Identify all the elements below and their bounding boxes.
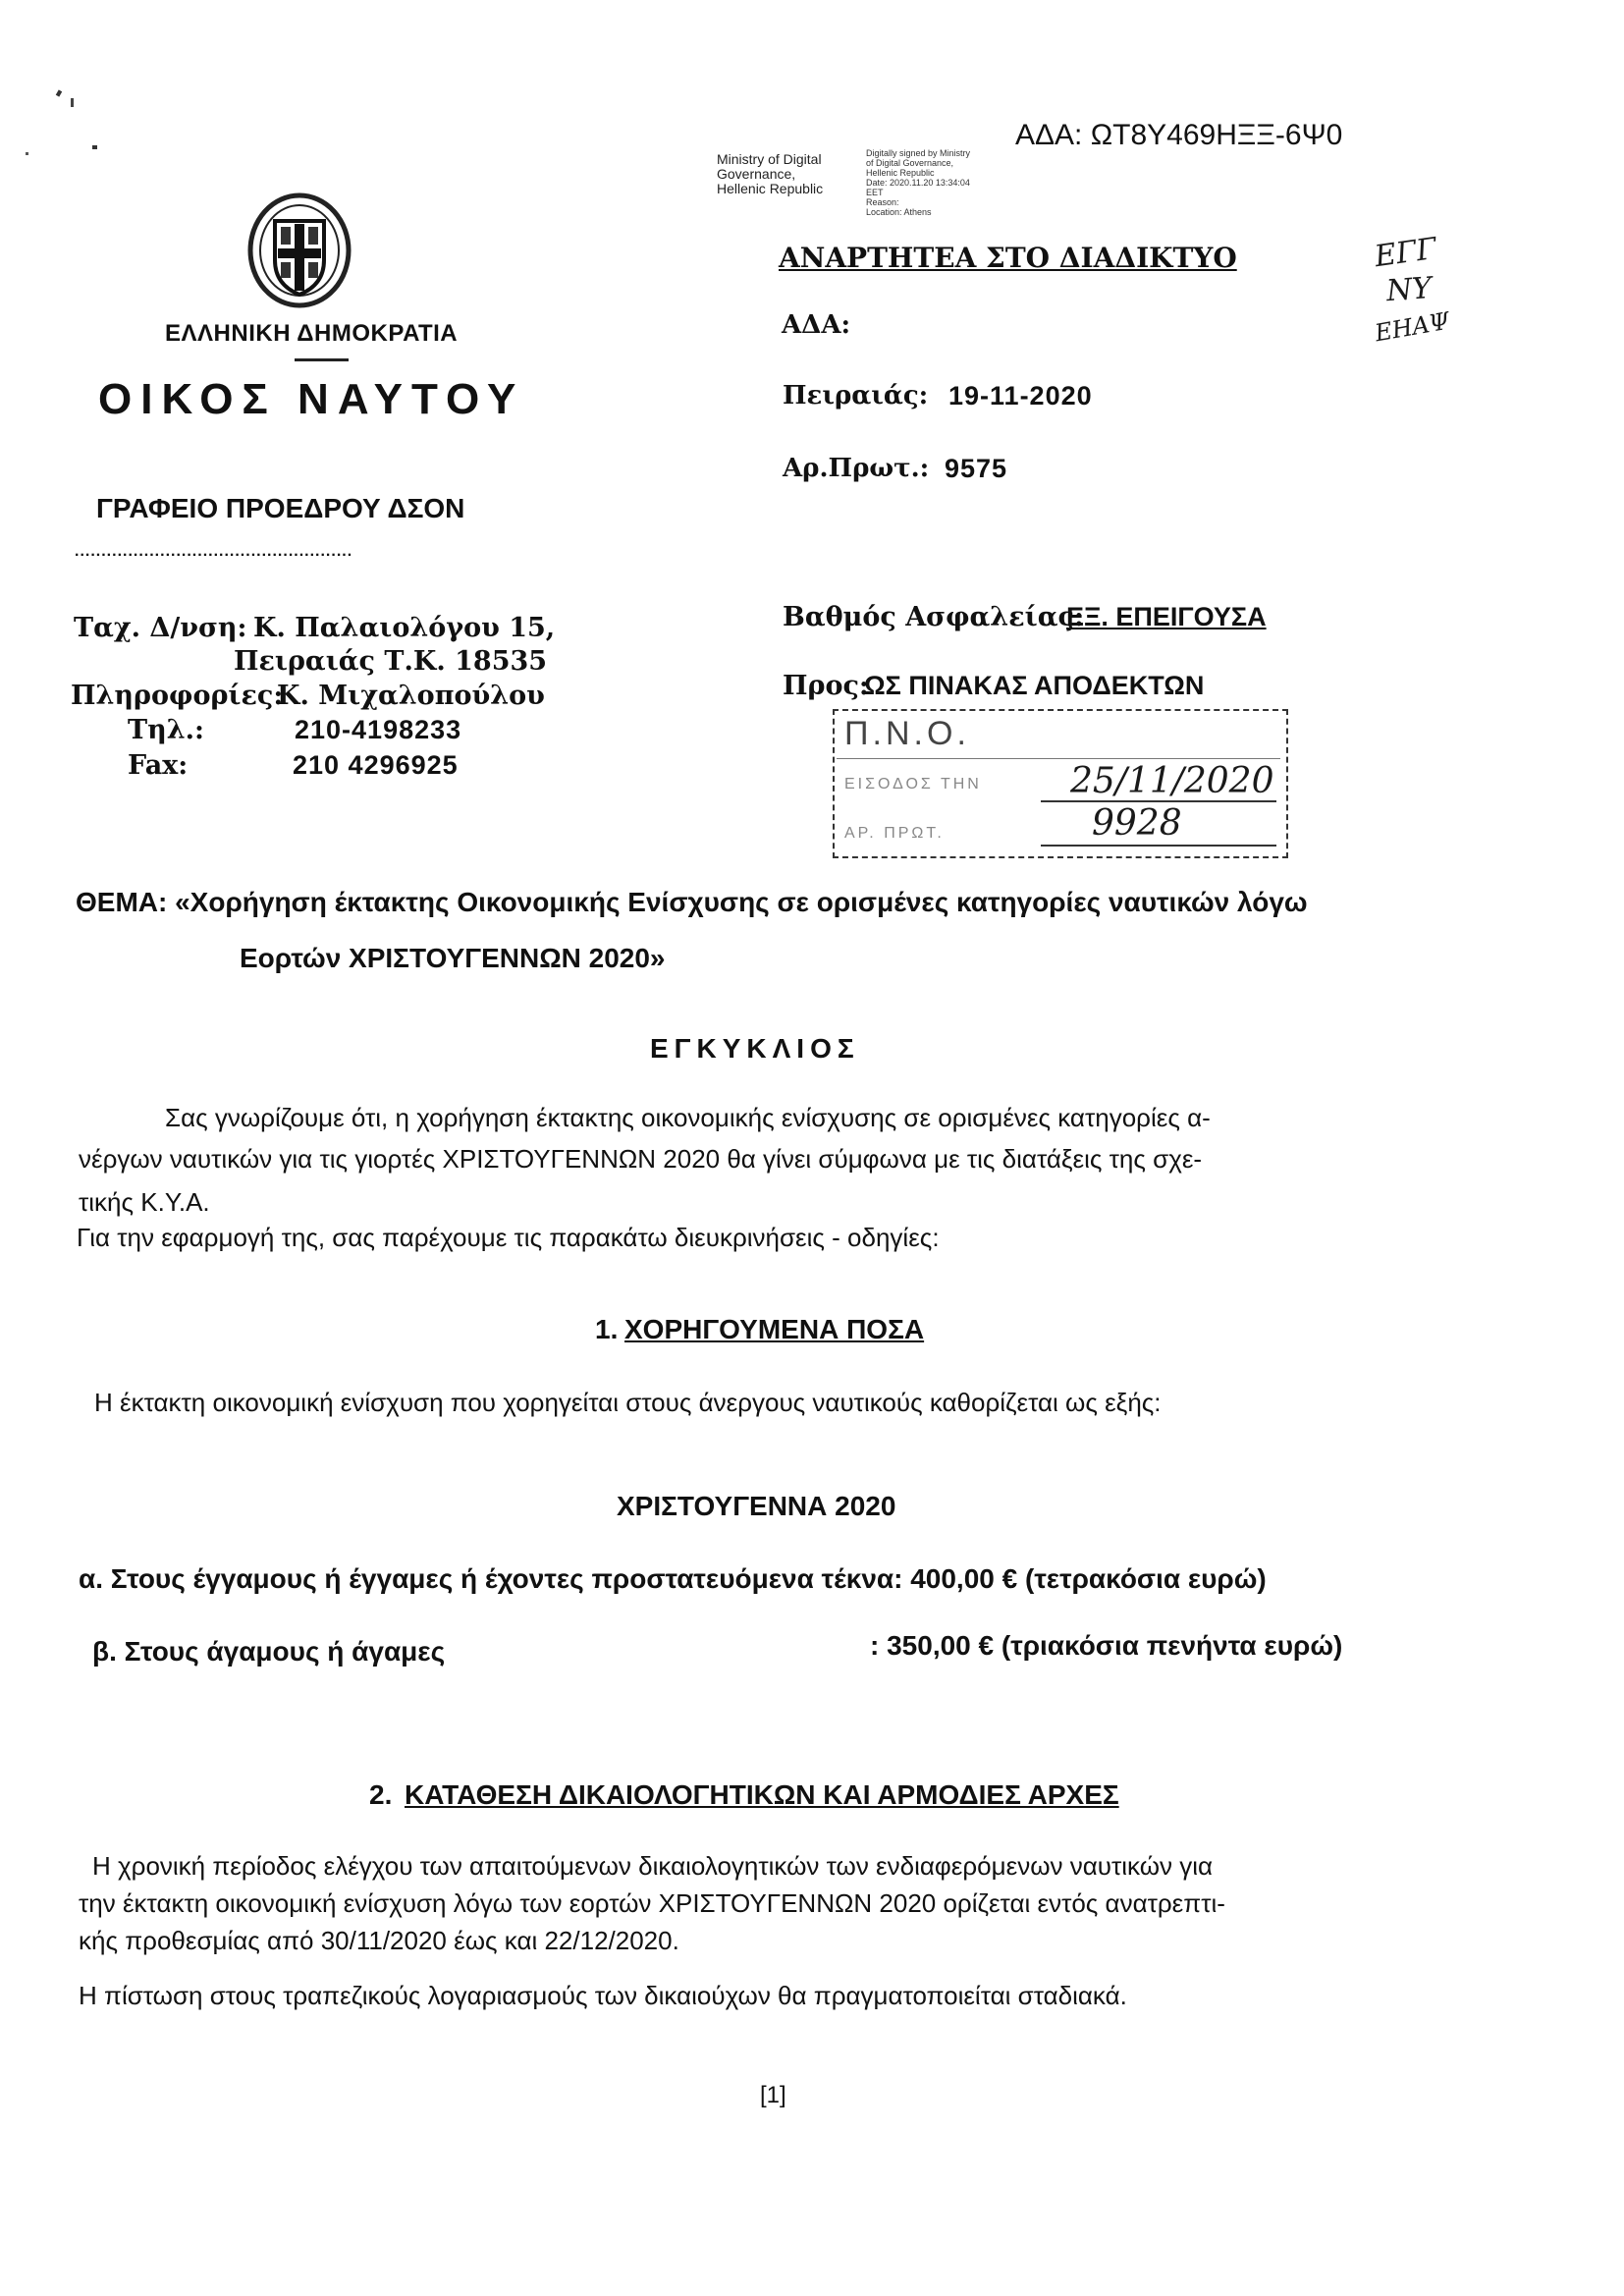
stamp-row1-label: ΕΙΣΟΔΟΣ ΤΗΝ	[844, 776, 982, 793]
scan-mark	[26, 152, 28, 155]
place-label: Πειραιάς:	[783, 381, 929, 410]
signature-line: Governance,	[717, 166, 796, 182]
subject-line-1: ΘΕΜΑ: «Χορήγηση έκτακτης Οικονομικής Ενίσχυσης σε ορισμένες κατηγορίες ναυτικών λόγω	[76, 887, 1308, 917]
signature-detail-line: Hellenic Republic	[866, 168, 935, 178]
to-label: Προς:	[783, 671, 869, 701]
signature-detail-line: of Digital Governance,	[866, 158, 954, 168]
address-city: Πειραιάς Τ.Κ. 18535	[234, 646, 548, 677]
section2-line-2: την έκτακτη οικονομική ενίσχυση λόγω των εορτών ΧΡΙΣΤΟΥΓΕΝΝΩΝ 2020 ορίζεται εντός ανατρεπτι-	[79, 1888, 1225, 1918]
section2-title: ΚΑΤΑΘΕΣΗ ΔΙΚΑΙΟΛΟΓΗΤΙΚΩΝ ΚΑΙ ΑΡΜΟΔΙΕΣ ΑΡΧΕΣ	[405, 1779, 1119, 1810]
signature-detail-line: Reason:	[866, 197, 899, 207]
item-married: α. Στους έγγαμους ή έγγαμες ή έχοντες προστατευόμενα τέκνα: 400,00 € (τετρακόσια ευρώ)	[79, 1563, 1267, 1594]
handwritten-line: ΝΥ	[1384, 271, 1434, 309]
republic-underline	[295, 358, 349, 361]
handwritten-line: ΕΓΓ	[1372, 231, 1439, 275]
stamp-row2-line	[1041, 845, 1276, 847]
security-label: Βαθμός Ασφαλείας:	[783, 602, 1084, 632]
tel-label: Τηλ.:	[128, 715, 205, 745]
protocol-number: 9575	[945, 454, 1008, 483]
info-label: Πληροφορίες:	[71, 681, 284, 711]
ada-label: ΑΔΑ:	[782, 310, 851, 340]
section1-text: Η έκτακτη οικονομική ενίσχυση που χορηγείται στους άνεργους ναυτικούς καθορίζεται ως εξής:	[94, 1388, 1162, 1417]
scan-mark	[92, 145, 97, 149]
to-value: ΩΣ ΠΙΝΑΚΑΣ ΑΠΟΔΕΚΤΩΝ	[864, 671, 1205, 700]
signature-detail-line: Digitally signed by Ministry	[866, 148, 971, 158]
section1-title: ΧΟΡΗΓΟΥΜΕΝΑ ΠΟΣΑ	[624, 1314, 925, 1344]
office-name: ΓΡΑΦΕΙΟ ΠΡΟΕΔΡΟΥ ΔΣΟΝ	[96, 493, 465, 523]
signature-detail-line: Date: 2020.11.20 13:34:04	[866, 178, 970, 188]
handwritten-note	[1372, 231, 1452, 348]
stamp-row2-value: 9928	[1092, 803, 1182, 844]
tel-value: 210-4198233	[295, 715, 462, 744]
signature-left	[717, 152, 823, 196]
intro-line-2: νέργων ναυτικών για τις γιορτές ΧΡΙΣΤΟΥΓΕΝΝΩΝ 2020 θα γίνει σύμφωνα με τις διατάξεις της σχε-	[79, 1144, 1203, 1174]
intro-line-4: Για την εφαρμογή της, σας παρέχουμε τις παρακάτω διευκρινήσεις - οδηγίες:	[77, 1223, 940, 1252]
signature-detail-line: EET	[866, 188, 884, 197]
fax-label: Fax:	[128, 750, 189, 781]
intro-line-3: τικής Κ.Υ.Α.	[79, 1187, 210, 1217]
stamp-row1-line	[1041, 800, 1276, 802]
republic-name: ΕΛΛΗΝΙΚΗ ΔΗΜΟΚΡΑΤΙΑ	[165, 320, 459, 347]
protocol-label: Αρ.Πρωτ.:	[783, 454, 930, 483]
stamp-org: Π.Ν.Ο.	[844, 715, 970, 752]
address-value: Κ. Παλαιολόγου 15,	[253, 613, 556, 643]
stamp-row1-value: 25/11/2020	[1070, 761, 1274, 801]
item-single-value: : 350,00 € (τριακόσια πενήντα ευρώ)	[870, 1630, 1343, 1661]
signature-detail-line: Location: Athens	[866, 207, 932, 217]
fax-value: 210 4296925	[293, 750, 459, 780]
section2-line-3: κής προθεσμίας από 30/11/2020 έως και 22/12/2020.	[79, 1926, 679, 1955]
handwritten-line: ΕΗΑΨ	[1373, 306, 1452, 348]
subject-line-2: Εορτών ΧΡΙΣΤΟΥΓΕΝΝΩΝ 2020»	[240, 943, 666, 973]
circular-title: ΕΓΚΥΚΛΙΟΣ	[650, 1033, 860, 1064]
publish-notice: ΑΝΑΡΤΗΤΕΑ ΣΤΟ ΔΙΑΔΙΚΤΥΟ	[779, 242, 1237, 274]
section1-subtitle: ΧΡΙΣΤΟΥΓΕΝΝΑ 2020	[617, 1491, 896, 1521]
org-name: ΟΙΚΟΣ ΝΑΥΤΟΥ	[98, 375, 525, 423]
signature-details	[866, 148, 970, 217]
signature-line: Hellenic Republic	[717, 181, 824, 196]
stamp-row2-label: ΑΡ. ΠΡΩΤ.	[844, 825, 945, 842]
address-label: Ταχ. Δ/νση:	[74, 613, 247, 643]
scan-mark	[71, 98, 74, 107]
scan-mark	[56, 89, 62, 96]
stamp-divider	[837, 758, 1280, 759]
section1-number: 1.	[595, 1314, 619, 1344]
section2-number: 2.	[369, 1779, 393, 1810]
section2-line-1: Η χρονική περίοδος ελέγχου των απαιτούμενων δικαιολογητικών των ενδιαφερόμενων ναυτικών για	[92, 1851, 1214, 1881]
security-value: ΕΞ. ΕΠΕΙΓΟΥΣΑ	[1066, 602, 1267, 631]
signature-line: Ministry of Digital	[717, 151, 822, 167]
section2-line-4: Η πίστωση στους τραπεζικούς λογαριασμούς των δικαιούχων θα πραγματοποιείται σταδιακά.	[79, 1981, 1127, 2010]
ada-top: ΑΔΑ: ΩΤ8Υ469ΗΞΞ-6Ψ0	[1015, 119, 1343, 151]
doc-date: 19-11-2020	[948, 381, 1093, 410]
dotted-line: ....................................................	[75, 543, 353, 560]
item-single-label: β. Στους άγαμους ή άγαμες	[92, 1636, 446, 1667]
coat-of-arms-icon	[245, 191, 353, 309]
intro-line-1: Σας γνωρίζουμε ότι, η χορήγηση έκτακτης οικονομικής ενίσχυσης σε ορισμένες κατηγορίες α-	[165, 1103, 1211, 1132]
info-value: Κ. Μιχαλοπούλου	[277, 681, 545, 711]
page-number: [1]	[760, 2082, 786, 2108]
